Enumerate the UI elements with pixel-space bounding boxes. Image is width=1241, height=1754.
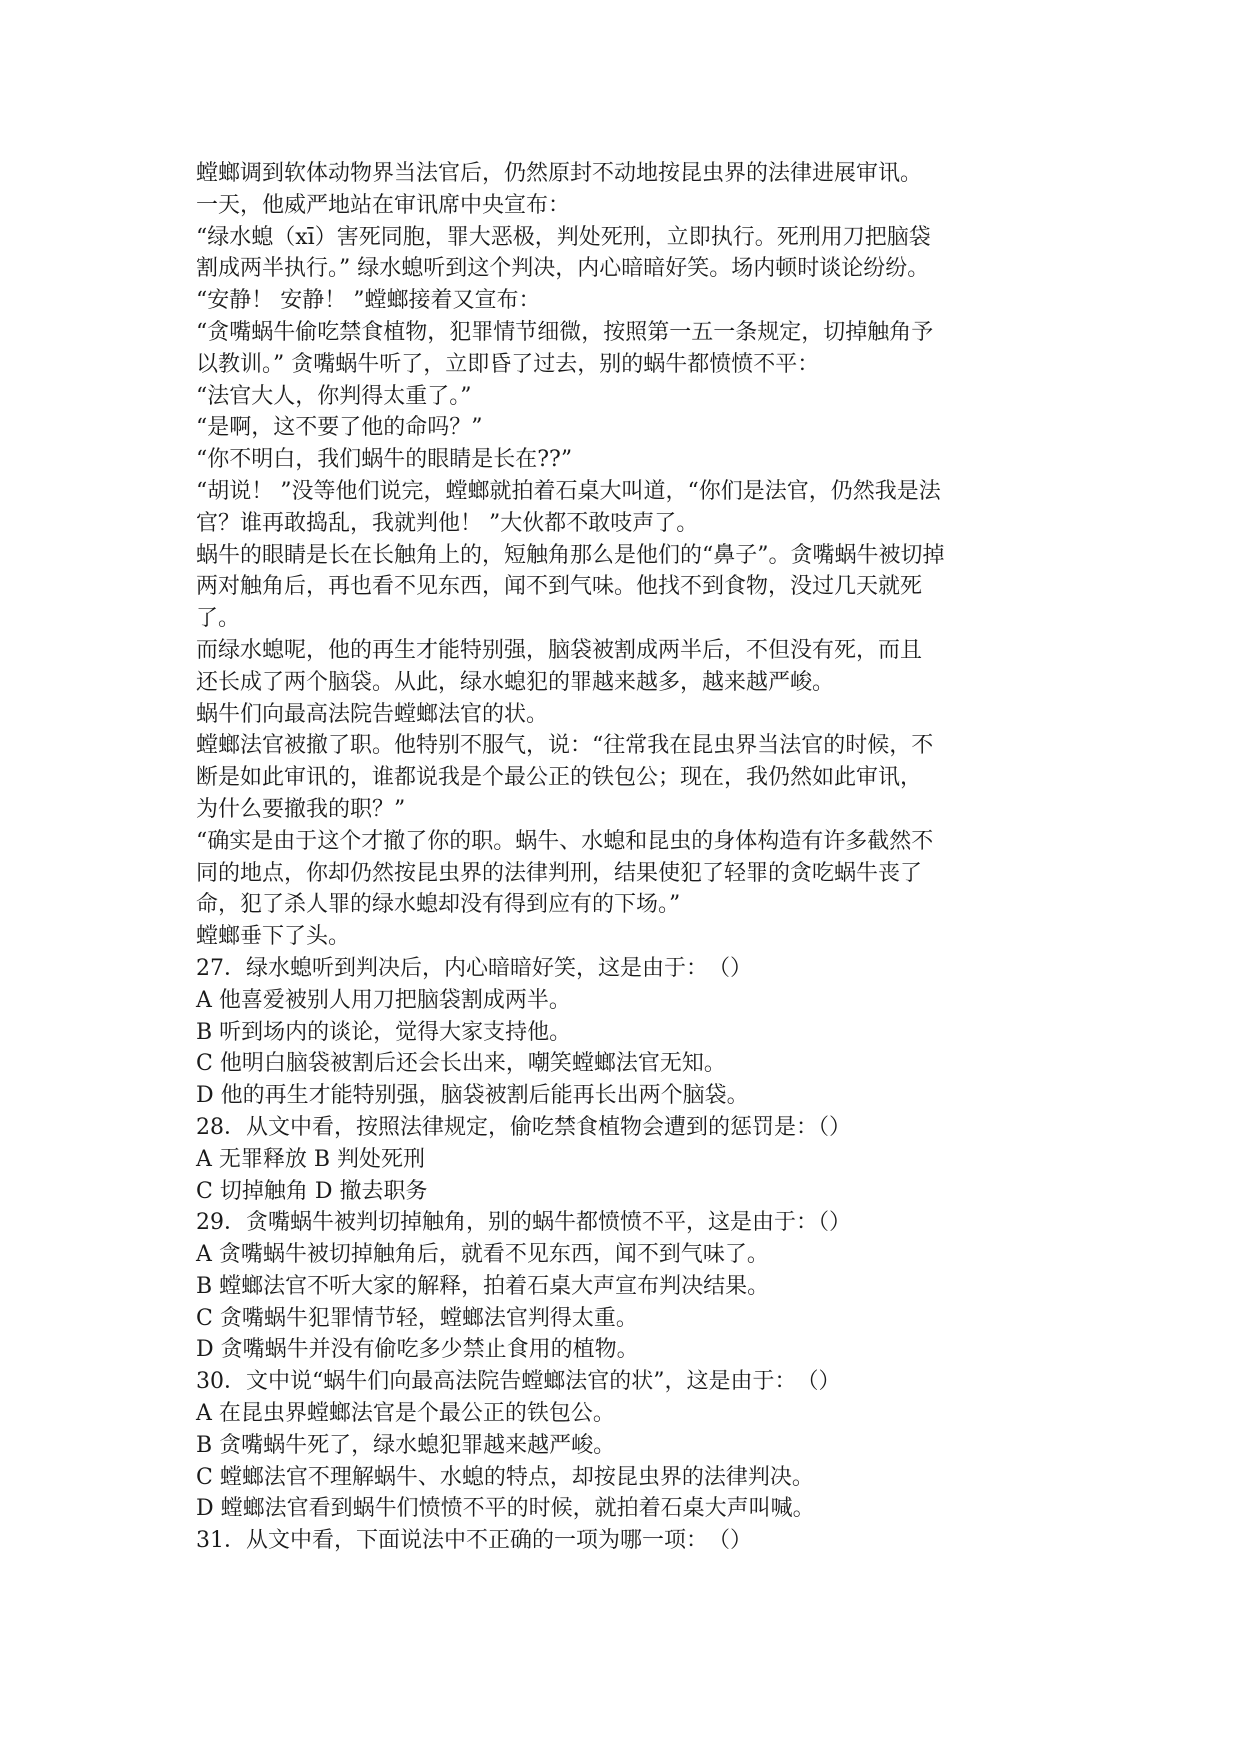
options-a-b: A 无罪释放 B 判处死刑 — [196, 1146, 426, 1172]
text-line: 而绿水螅呢，他的再生才能特别强，脑袋被割成两半后，不但没有死，而且 — [196, 637, 923, 663]
text-line: 螳螂法官被撤了职。他特别不服气，说：“往常我在昆虫界当法官的时候，不 — [196, 733, 934, 759]
text-line: 为什么要撤我的职？” — [196, 796, 406, 822]
option-d: D 螳螂法官看到蜗牛们愤愤不平的时候，就拍着石桌大声叫喊。 — [196, 1496, 815, 1522]
option-b: B 听到场内的谈论，觉得大家支持他。 — [196, 1019, 572, 1045]
text-line: “法官大人，你判得太重了。” — [196, 383, 472, 409]
text-line: “安静！ 安静！ ”螳螂接着又宣布： — [196, 288, 541, 314]
option-a: A 他喜爱被别人用刀把脑袋割成两半。 — [196, 987, 571, 1013]
question-28: 28．从文中看，按照法律规定，偷吃禁食植物会遭到的惩罚是：（） — [196, 1114, 851, 1140]
text-line: 了。 — [196, 606, 241, 632]
text-line: “确实是由于这个才撤了你的职。蜗牛、水螅和昆虫的身体构造有许多截然不 — [196, 828, 934, 854]
option-c: C 螳螂法官不理解蜗牛、水螅的特点，却按昆虫界的法律判决。 — [196, 1464, 814, 1490]
question-27: 27．绿水螅听到判决后，内心暗暗好笑，这是由于： （） — [196, 955, 752, 981]
text-line: 同的地点，你却仍然按昆虫界的法律判刑，结果使犯了轻罪的贪吃蜗牛丧了 — [196, 860, 923, 886]
text-line: 割成两半执行。” 绿水螅听到这个判决，内心暗暗好笑。场内顿时谈论纷纷。 — [196, 256, 930, 282]
option-b: B 贪嘴蜗牛死了，绿水螅犯罪越来越严峻。 — [196, 1432, 616, 1458]
document-body — [196, 158, 1056, 1557]
option-a: A 在昆虫界螳螂法官是个最公正的铁包公。 — [196, 1401, 615, 1427]
question-29: 29．贪嘴蜗牛被判切掉触角，别的蜗牛都愤愤不平，这是由于：（） — [196, 1210, 851, 1236]
text-line: “胡说！ ”没等他们说完，螳螂就拍着石桌大叫道，“你们是法官，仍然我是法 — [196, 478, 941, 504]
text-line: 以教训。” 贪嘴蜗牛听了，立即昏了过去，别的蜗牛都愤愤不平： — [196, 351, 820, 377]
option-a: A 贪嘴蜗牛被切掉触角后，就看不见东西，闻不到气味了。 — [196, 1242, 769, 1268]
options-c-d: C 切掉触角 D 撤去职务 — [196, 1178, 428, 1204]
text-line: 螳螂调到软体动物界当法官后，仍然原封不动地按昆虫界的法律进展审讯。 — [196, 161, 923, 186]
option-c: C 他明白脑袋被割后还会长出来，嘲笑螳螂法官无知。 — [196, 1051, 726, 1077]
text-line: “绿水螅（xī）害死同胞，罪大恶极，判处死刑，立即执行。死刑用刀把脑袋 — [196, 224, 931, 250]
text-line: 蜗牛的眼睛是长在长触角上的，短触角那么是他们的“鼻子”。贪嘴蜗牛被切掉 — [196, 542, 945, 568]
option-d: D 贪嘴蜗牛并没有偷吃多少禁止食用的植物。 — [196, 1337, 639, 1363]
option-c: C 贪嘴蜗牛犯罪情节轻，螳螂法官判得太重。 — [196, 1305, 638, 1331]
question-30: 30．文中说“蜗牛们向最高法院告螳螂法官的状”，这是由于： （） — [196, 1369, 841, 1395]
text-line: 断是如此审讯的，谁都说我是个最公正的铁包公；现在，我仍然如此审讯， — [196, 765, 923, 791]
text-line: “是啊，这不要了他的命吗？” — [196, 415, 483, 441]
option-d: D 他的再生才能特别强，脑袋被割后能再长出两个脑袋。 — [196, 1083, 749, 1109]
text-line: 蜗牛们向最高法院告螳螂法官的状。 — [196, 701, 549, 727]
text-line: 还长成了两个脑袋。从此，绿水螅犯的罪越来越多，越来越严峻。 — [196, 669, 835, 695]
text-line: “你不明白，我们蜗牛的眼睛是长在??” — [196, 447, 573, 473]
text-line: “贪嘴蜗牛偷吃禁食植物，犯罪情节细微，按照第一五一条规定，切掉触角予 — [196, 319, 934, 345]
text-line: 命，犯了杀人罪的绿水螅却没有得到应有的下场。” — [196, 892, 681, 918]
text-line: 两对触角后，再也看不见东西，闻不到气味。他找不到食物，没过几天就死 — [196, 574, 923, 600]
text-line: 螳螂垂下了头。 — [196, 924, 351, 950]
option-b: B 螳螂法官不听大家的解释，拍着石桌大声宣布判决结果。 — [196, 1273, 770, 1299]
question-31: 31．从文中看，下面说法中不正确的一项为哪一项： （） — [196, 1528, 752, 1554]
text-line: 一天，他威严地站在审讯席中央宣布： — [196, 192, 571, 218]
text-line: 官？谁再敢捣乱，我就判他！ ”大伙都不敢吱声了。 — [196, 510, 699, 536]
